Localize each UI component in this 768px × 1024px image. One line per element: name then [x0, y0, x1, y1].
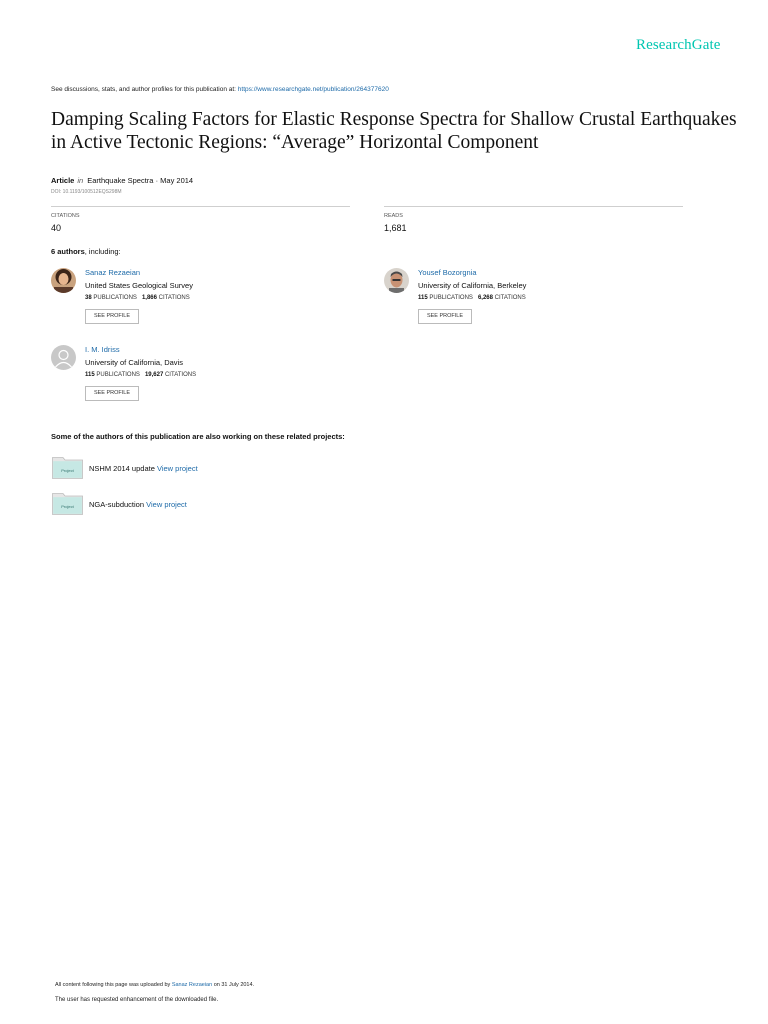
author-institution: United States Geological Survey	[85, 281, 193, 290]
article-in: in	[77, 176, 84, 185]
reads-value: 1,681	[384, 223, 407, 233]
author-card	[51, 268, 351, 330]
publications-count: 38	[85, 295, 92, 301]
author-name-link[interactable]: Yousef Bozorgnia	[418, 268, 477, 277]
citations-label: CITATIONS	[158, 295, 190, 301]
project-folder-label: Project	[61, 468, 74, 473]
publications-label: PUBLICATIONS	[96, 372, 140, 378]
project-text	[89, 500, 187, 509]
upload-prefix: All content following this page was uploaded by	[55, 982, 172, 988]
citations-value: 40	[51, 223, 62, 233]
related-projects-heading: Some of the authors of this publication are also working on these related projects:	[51, 432, 345, 441]
project-folder-icon	[52, 493, 83, 515]
citations-count: 6,268	[477, 295, 493, 301]
enhancement-note: The user has requested enhancement of the downloaded file.	[55, 997, 219, 1003]
project-item	[52, 457, 352, 481]
doi: DOI: 10.1193/100512EQS298M	[51, 189, 122, 195]
citations-label: CITATIONS	[164, 372, 197, 378]
author-avatar[interactable]	[51, 268, 76, 293]
woman-photo-icon	[51, 268, 76, 293]
upload-note	[55, 982, 254, 988]
author-card	[51, 345, 351, 407]
view-project-link[interactable]: View project	[156, 464, 198, 473]
authors-header	[51, 247, 121, 256]
user-placeholder-icon	[51, 345, 76, 370]
author-metrics	[85, 295, 190, 301]
citations-count: 19,627	[144, 372, 164, 378]
citations-label: CITATIONS	[51, 213, 80, 219]
discussion-line	[51, 86, 389, 93]
discussion-text: See discussions, stats, and author profiles for this publication at:	[51, 86, 238, 93]
reads-label: READS	[384, 213, 403, 219]
citations-label: CITATIONS	[494, 295, 526, 301]
see-profile-button[interactable]: SEE PROFILE	[85, 386, 139, 401]
see-profile-button[interactable]: SEE PROFILE	[85, 309, 139, 324]
publications-label: PUBLICATIONS	[93, 295, 137, 301]
man-photo-icon	[384, 268, 409, 293]
publications-count: 115	[85, 372, 95, 378]
publications-count: 115	[418, 295, 428, 301]
author-metrics	[85, 372, 196, 378]
article-type: Article	[51, 176, 75, 185]
reads-divider	[384, 206, 683, 207]
upload-suffix: on 31 July 2014.	[212, 982, 255, 988]
author-metrics	[418, 295, 526, 301]
project-folder-icon	[52, 457, 83, 479]
author-name-link[interactable]: Sanaz Rezaeian	[85, 268, 141, 277]
author-name-link[interactable]: I. M. Idriss	[85, 345, 120, 354]
project-name: NGA-subduction	[89, 500, 145, 509]
project-text	[89, 464, 198, 473]
publication-title: Damping Scaling Factors for Elastic Response Spectra for Shallow Crustal Earthquakes in Active Tectonic Regions: “Average” Horizontal Component	[51, 109, 737, 153]
researchgate-logo[interactable]: ResearchGate	[636, 37, 721, 53]
project-item	[52, 493, 352, 517]
authors-count: 6 authors	[51, 247, 85, 256]
authors-suffix: , including:	[84, 247, 121, 256]
author-card	[384, 268, 684, 330]
see-profile-button[interactable]: SEE PROFILE	[418, 309, 472, 324]
publications-label: PUBLICATIONS	[429, 295, 473, 301]
author-institution: University of California, Berkeley	[418, 281, 527, 290]
journal-date: Earthquake Spectra · May 2014	[87, 176, 194, 185]
project-folder-label: Project	[61, 504, 74, 509]
author-avatar[interactable]	[51, 345, 76, 370]
citations-divider	[51, 206, 350, 207]
publication-url-link[interactable]: https://www.researchgate.net/publication/264377620	[237, 86, 389, 93]
uploader-link[interactable]: Sanaz Rezaeian	[171, 982, 213, 988]
author-avatar[interactable]	[384, 268, 409, 293]
citations-count: 1,866	[141, 295, 157, 301]
view-project-link[interactable]: View project	[146, 500, 187, 509]
author-institution: University of California, Davis	[85, 358, 183, 367]
article-meta	[51, 176, 193, 185]
project-name: NSHM 2014 update	[89, 464, 155, 473]
